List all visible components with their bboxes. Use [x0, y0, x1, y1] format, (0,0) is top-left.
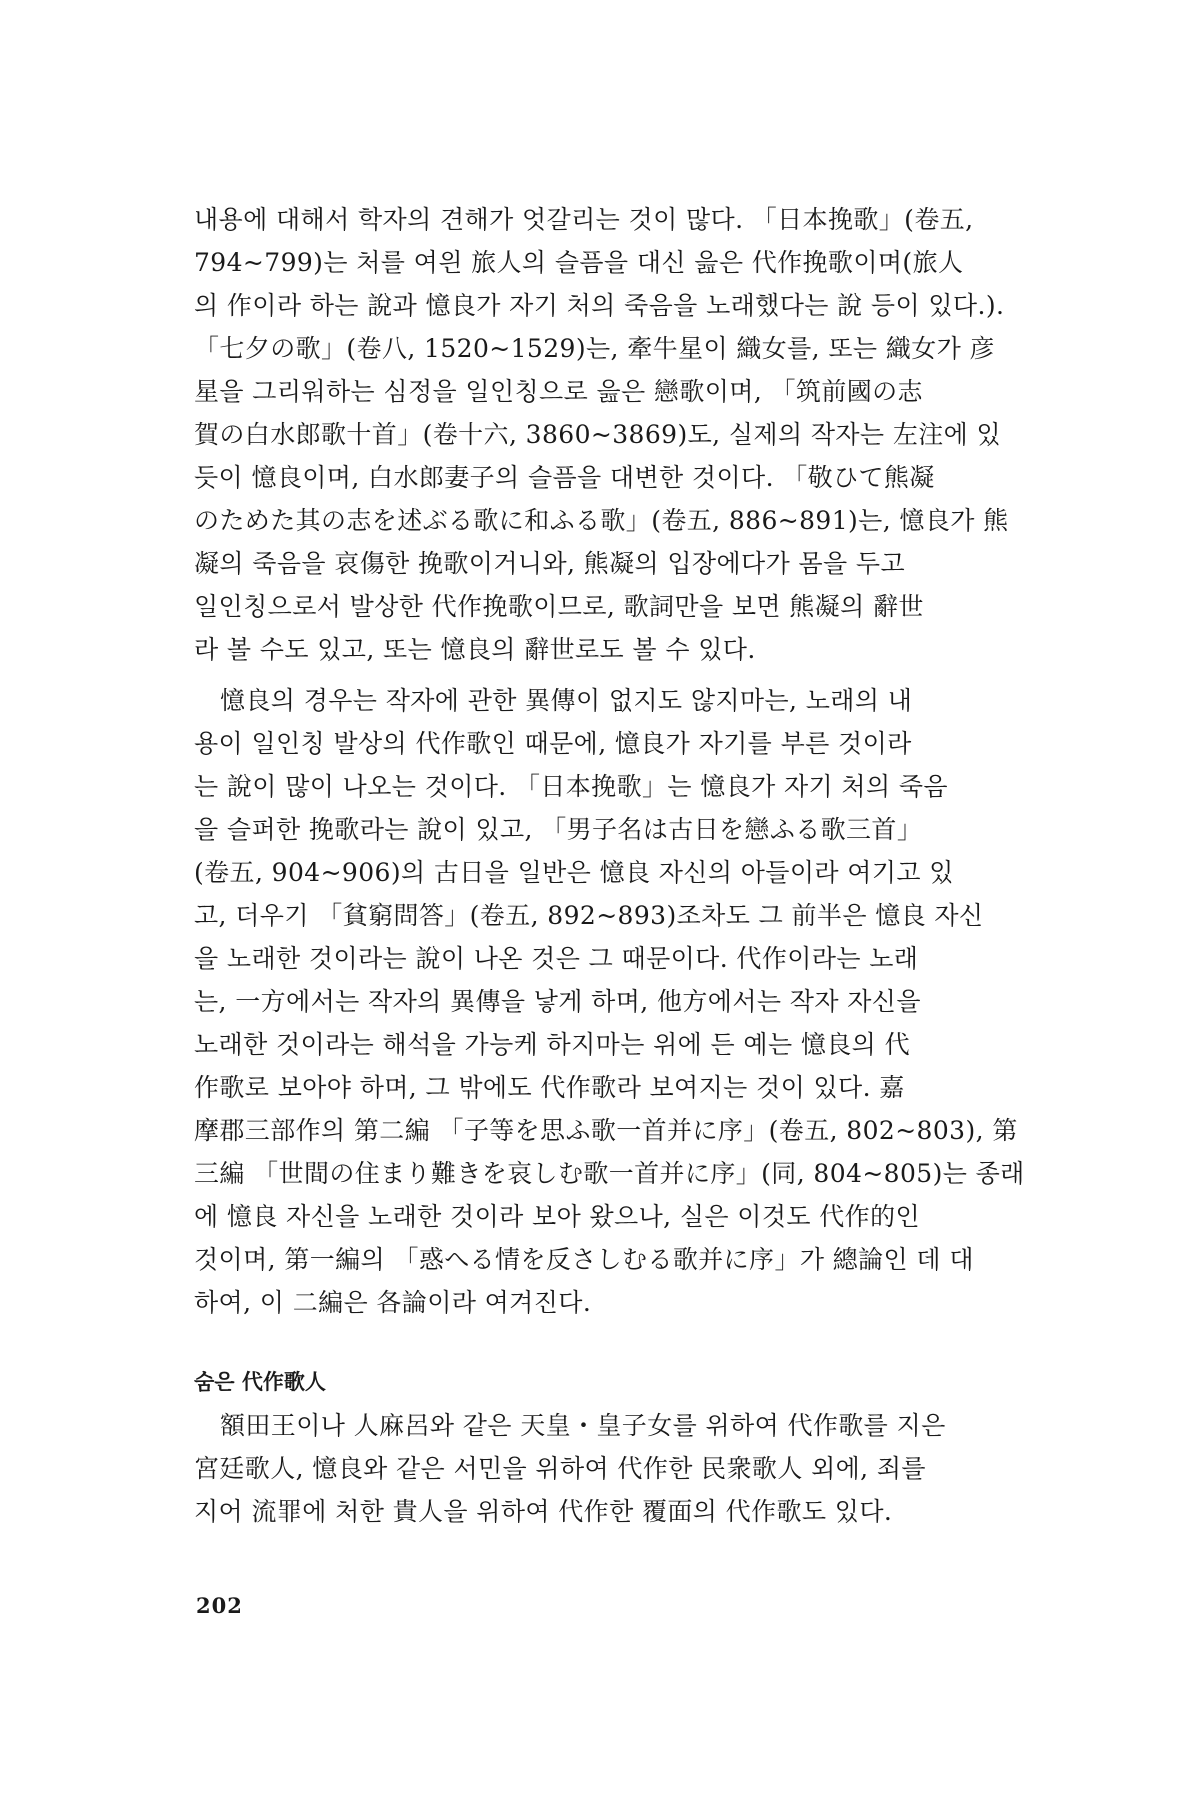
text-line: 摩郡三部作의 第二編 「子等を思ふ歌一首并に序」(卷五, 802~803), 第: [194, 1116, 1018, 1145]
text-line: 을 노래한 것이라는 說이 나온 것은 그 때문이다. 代作이라는 노래: [194, 944, 919, 973]
text-line: 三編 「世間の住まり難きを哀しむ歌一首并に序」(同, 804~805)는 종래: [194, 1159, 1025, 1188]
text-line: 作歌로 보아야 하며, 그 밖에도 代作歌라 보여지는 것이 있다. 嘉: [194, 1073, 905, 1102]
text-line: 듯이 憶良이며, 白水郎妻子의 슬픔을 대변한 것이다. 「敬ひて熊凝: [194, 463, 935, 492]
text-line: 고, 더우기 「貧窮問答」(卷五, 892~893)조차도 그 前半은 憶良 자신: [194, 901, 984, 930]
text-line: 내용에 대해서 학자의 견해가 엇갈리는 것이 많다. 「日本挽歌」(卷五,: [194, 205, 974, 234]
text-line: 노래한 것이라는 해석을 가능케 하지마는 위에 든 예는 憶良의 代: [194, 1030, 910, 1059]
paragraph-1: [194, 198, 1016, 671]
text-line: 라 볼 수도 있고, 또는 憶良의 辭世로도 볼 수 있다.: [194, 635, 756, 664]
paragraph-3: [194, 1404, 1016, 1533]
text-line: 에 憶良 자신을 노래한 것이라 보아 왔으나, 실은 이것도 代作的인: [194, 1202, 921, 1231]
text-line: 星을 그리워하는 심정을 일인칭으로 읊은 戀歌이며, 「筑前國の志: [194, 377, 923, 406]
text-line: 용이 일인칭 발상의 代作歌인 때문에, 憶良가 자기를 부른 것이라: [194, 729, 912, 758]
text-line: 宮廷歌人, 憶良와 같은 서민을 위하여 代作한 民衆歌人 외에, 죄를: [194, 1454, 926, 1483]
text-line: 794~799)는 처를 여읜 旅人의 슬픔을 대신 읊은 代作挽歌이며(旅人: [194, 248, 964, 277]
paragraph-2: [194, 679, 1025, 1324]
text-line: 는 說이 많이 나오는 것이다. 「日本挽歌」는 憶良가 자기 처의 죽음: [194, 772, 948, 801]
text-line: 지어 流罪에 처한 貴人을 위하여 代作한 覆面의 代作歌도 있다.: [194, 1497, 893, 1526]
text-line: 「七夕の歌」(卷八, 1520~1529)는, 牽牛星이 織女를, 또는 織女가 彦: [194, 334, 995, 363]
text-line: 하여, 이 二編은 各論이라 여겨진다.: [194, 1288, 592, 1317]
text-line: 凝의 죽음을 哀傷한 挽歌이거니와, 熊凝의 입장에다가 몸을 두고: [194, 549, 906, 578]
text-line: 額田王이나 人麻呂와 같은 天皇・皇子女를 위하여 代作歌를 지은: [220, 1411, 946, 1440]
page-body: [194, 198, 1025, 1533]
section-heading: 숨은 代作歌人: [194, 1369, 326, 1394]
text-line: 것이며, 第一編의 「惑へる情を反さしむる歌并に序」가 總論인 데 대: [194, 1245, 974, 1274]
text-line: 을 슬퍼한 挽歌라는 說이 있고, 「男子名は古日を戀ふる歌三首」: [194, 815, 923, 844]
text-line: 의 作이라 하는 說과 憶良가 자기 처의 죽음을 노래했다는 說 등이 있다.).: [194, 291, 1005, 320]
text-line: のためた其の志を述ぶる歌に和ふる歌」(卷五, 886~891)는, 憶良가 熊: [194, 506, 1009, 535]
text-line: 일인칭으로서 발상한 代作挽歌이므로, 歌詞만을 보면 熊凝의 辭世: [194, 592, 924, 621]
page-number: 202: [196, 1593, 243, 1618]
text-line: 賀の白水郎歌十首」(卷十六, 3860~3869)도, 실제의 작자는 左注에 있: [194, 420, 1002, 449]
text-line: 憶良의 경우는 작자에 관한 異傳이 없지도 않지마는, 노래의 내: [220, 686, 913, 715]
text-line: 는, 一方에서는 작자의 異傳을 낳게 하며, 他方에서는 작자 자신을: [194, 987, 921, 1016]
text-line: (卷五, 904~906)의 古日을 일반은 憶良 자신의 아들이라 여기고 있: [194, 858, 954, 887]
